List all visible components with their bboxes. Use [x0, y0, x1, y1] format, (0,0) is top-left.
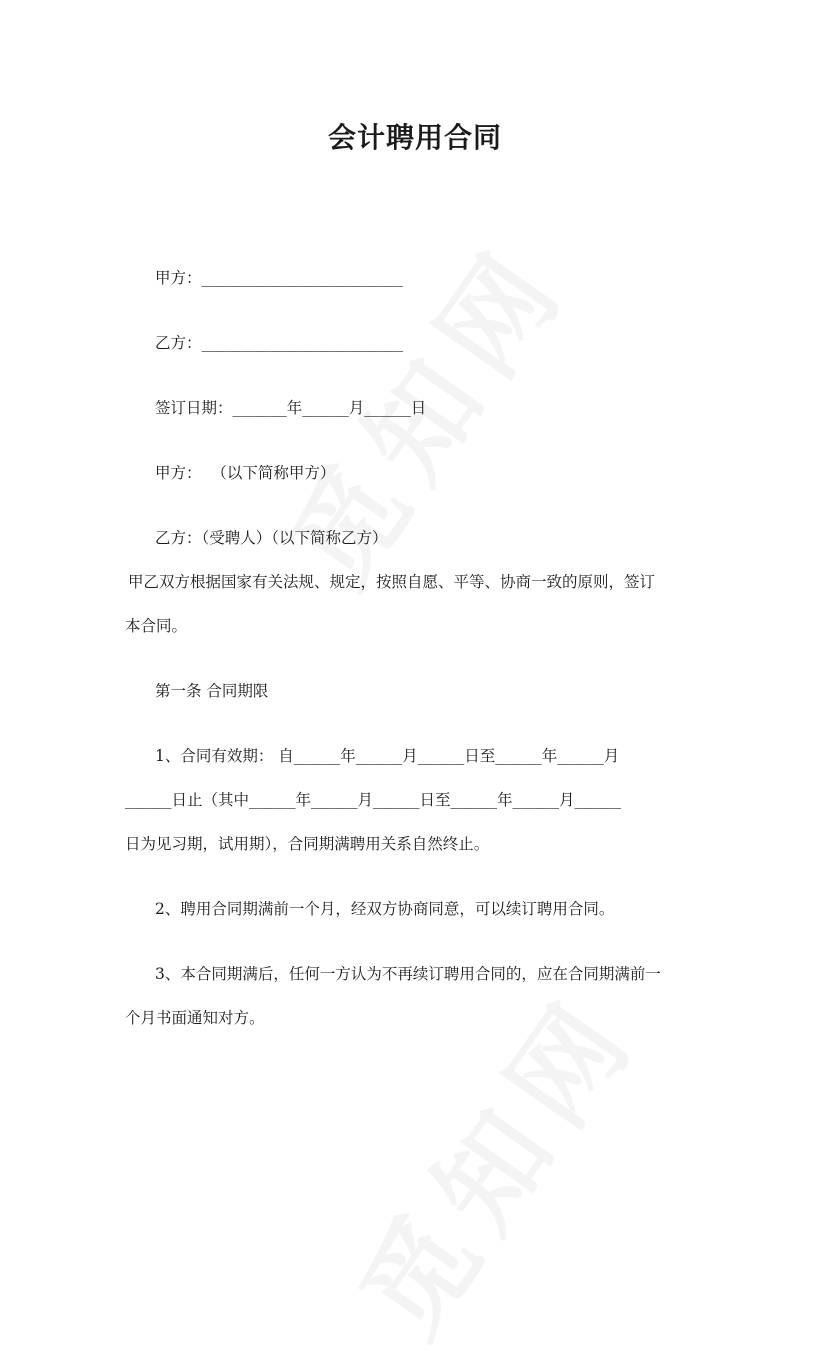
- sign-date-field: 签订日期：_______年______月______日: [155, 399, 427, 417]
- party-b-field: 乙方：__________________________: [155, 334, 404, 352]
- watermark: [317, 956, 667, 1361]
- document-title: 会计聘用合同: [327, 121, 502, 154]
- preamble-line-1: 甲乙双方根据国家有关法规、规定，按照自愿、平等、协商一致的原则，签订: [128, 573, 656, 591]
- clause-1-line-1: 1、合同有效期： 自______年______月______日至______年______月: [155, 747, 620, 765]
- clause-2: 2、聘用合同期满前一个月，经双方协商同意，可以续订聘用合同。: [155, 900, 615, 918]
- clause-3-line-1: 3、本合同期满后，任何一方认为不再续订聘用合同的，应在合同期满前一: [155, 965, 661, 983]
- party-a-alias: 甲方： （以下简称甲方）: [155, 464, 336, 482]
- article-1-title: 第一条 合同期限: [155, 682, 269, 700]
- party-a-field: 甲方：__________________________: [155, 269, 404, 287]
- clause-3-line-2: 个月书面通知对方。: [125, 1009, 265, 1027]
- preamble-line-2: 本合同。: [125, 617, 188, 635]
- clause-1-line-3: 日为见习期，试用期），合同期满聘用关系自然终止。: [125, 835, 490, 853]
- clause-1-line-2: ______日止（其中______年______月______日至______年______月______: [125, 791, 622, 809]
- party-b-alias: 乙方：（受聘人）（以下简称乙方）: [155, 529, 388, 547]
